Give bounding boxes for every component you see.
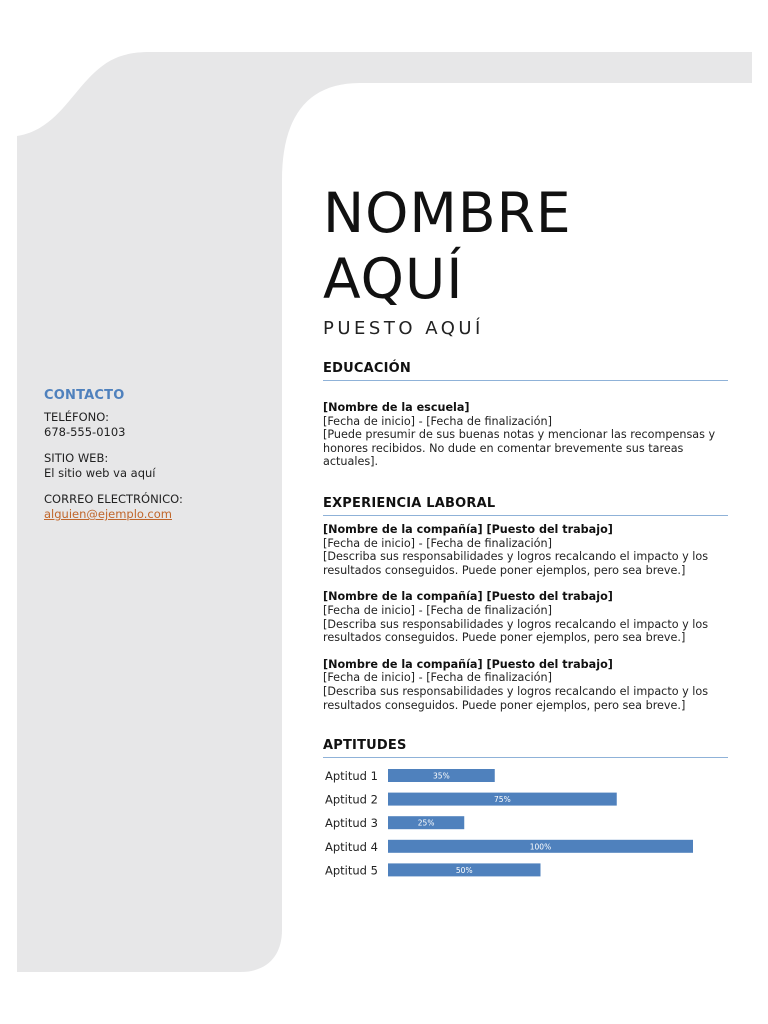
phone-label: TELÉFONO: bbox=[44, 410, 109, 424]
website-label: SITIO WEB: bbox=[44, 451, 109, 465]
email-link[interactable]: alguien@ejemplo.com bbox=[44, 507, 172, 521]
education-section bbox=[323, 361, 728, 469]
name-line-1: NOMBRE bbox=[323, 181, 572, 245]
job-entry bbox=[323, 658, 728, 712]
job-dates: [Fecha de inicio] - [Fecha de finalización] bbox=[323, 603, 552, 617]
skill-value-label: 50% bbox=[455, 865, 473, 875]
skill-label: Aptitud 4 bbox=[325, 839, 378, 854]
skill-value-label: 100% bbox=[529, 842, 552, 852]
website-value: El sitio web va aquí bbox=[44, 466, 156, 480]
education-entry bbox=[323, 401, 728, 469]
email-group bbox=[44, 492, 264, 522]
job-entry bbox=[323, 523, 728, 577]
header-block bbox=[323, 180, 728, 339]
job-company-role: [Nombre de la compañía] [Puesto del trabajo] bbox=[323, 523, 613, 536]
job-entry bbox=[323, 590, 728, 644]
education-description: [Puede presumir de sus buenas notas y mencionar las recompensas y honores recibidos. No dude en comentar brevemente sus tareas actuales]. bbox=[323, 428, 716, 469]
skill-label: Aptitud 5 bbox=[325, 863, 378, 878]
education-dates: [Fecha de inicio] - [Fecha de finalización] bbox=[323, 414, 552, 428]
school-name: [Nombre de la escuela] bbox=[323, 401, 470, 414]
phone-group bbox=[44, 410, 264, 440]
contact-heading: CONTACTO bbox=[44, 388, 125, 403]
job-description: [Describa sus responsabilidades y logros recalcando el impacto y los resultados conseguidos. Puede poner ejemplos, pero sea breve.] bbox=[323, 684, 709, 712]
job-description: [Describa sus responsabilidades y logros recalcando el impacto y los resultados conseguidos. Puede poner ejemplos, pero sea breve.] bbox=[323, 550, 709, 577]
job-dates: [Fecha de inicio] - [Fecha de finalización] bbox=[323, 536, 552, 550]
job-title: PUESTO AQUÍ bbox=[323, 318, 484, 339]
email-label: CORREO ELECTRÓNICO: bbox=[44, 492, 183, 506]
job-description: [Describa sus responsabilidades y logros recalcando el impacto y los resultados conseguidos. Puede poner ejemplos, pero sea breve.] bbox=[323, 617, 709, 645]
skills-chart bbox=[323, 762, 723, 892]
experience-title: EXPERIENCIA LABORAL bbox=[323, 496, 728, 516]
phone-value: 678-555-0103 bbox=[44, 425, 126, 439]
skill-value-label: 25% bbox=[417, 818, 435, 828]
skill-label: Aptitud 3 bbox=[325, 816, 378, 831]
skills-section bbox=[323, 738, 728, 758]
education-title: EDUCACIÓN bbox=[323, 361, 728, 381]
skill-value-label: 35% bbox=[433, 771, 450, 781]
job-dates: [Fecha de inicio] - [Fecha de finalización] bbox=[323, 671, 552, 685]
job-company-role: [Nombre de la compañía] [Puesto del trabajo] bbox=[323, 590, 613, 604]
name-line-2: AQUÍ bbox=[323, 247, 464, 311]
experience-section bbox=[323, 496, 728, 712]
job-company-role: [Nombre de la compañía] [Puesto del trabajo] bbox=[323, 657, 613, 671]
skill-value-label: 75% bbox=[494, 795, 511, 805]
skill-label: Aptitud 2 bbox=[325, 792, 378, 807]
website-group bbox=[44, 451, 264, 481]
contact-block bbox=[44, 388, 264, 533]
skills-title: APTITUDES bbox=[323, 738, 728, 758]
skill-label: Aptitud 1 bbox=[325, 769, 378, 783]
